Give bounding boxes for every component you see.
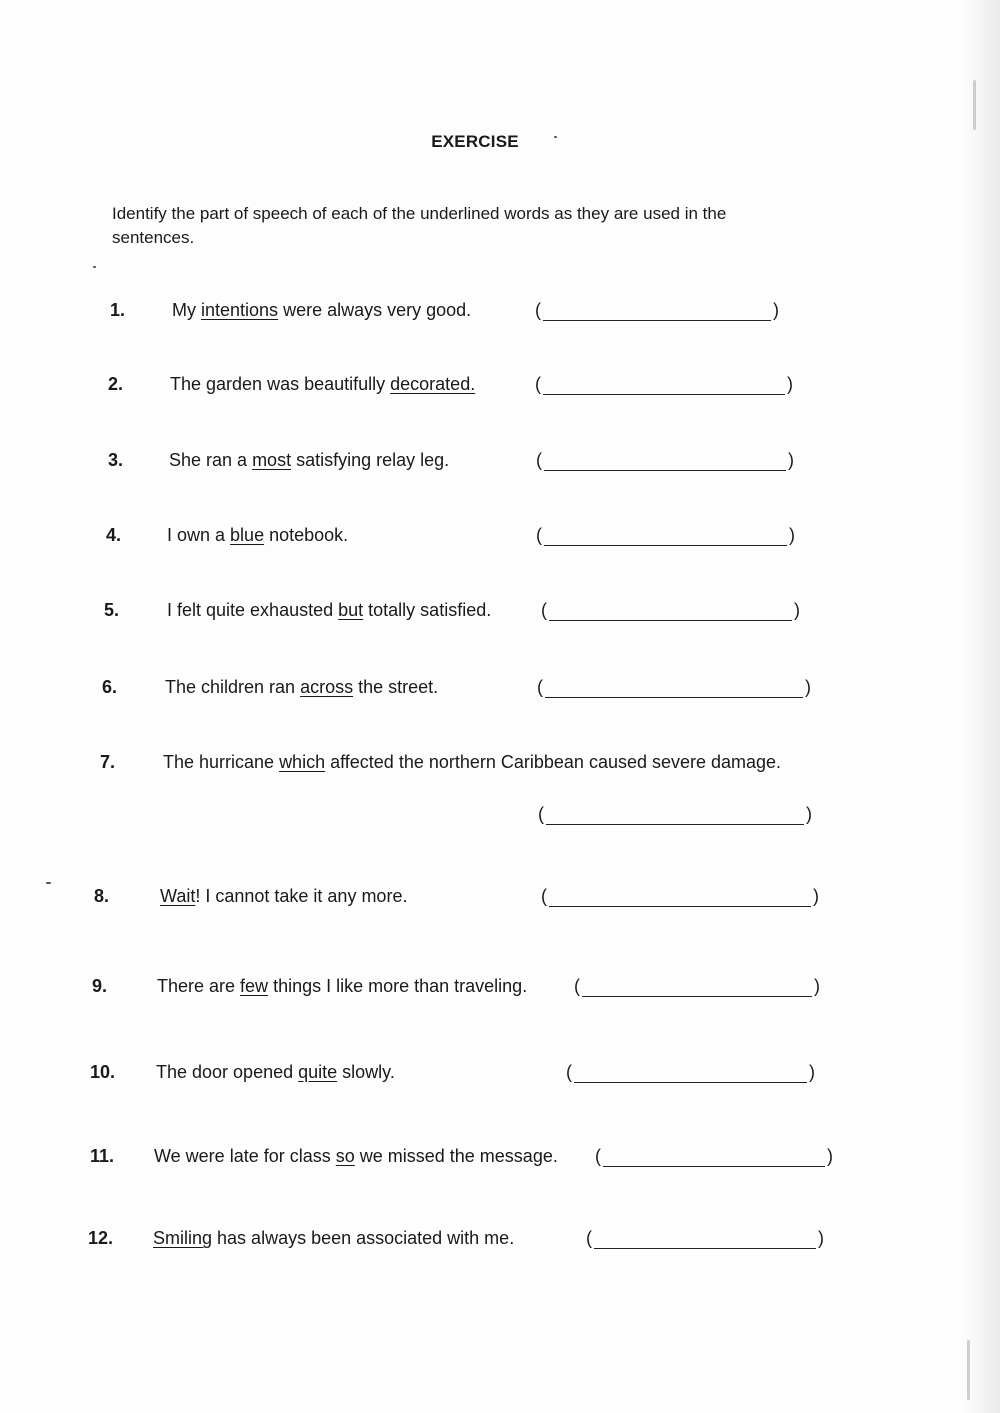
question-number: 11. [90, 1146, 115, 1166]
scan-edge-shadow [962, 0, 1000, 1413]
answer-field[interactable]: ( ) [595, 1146, 833, 1166]
question-sentence: I own a blue notebook. [167, 525, 349, 545]
scan-mark [973, 80, 976, 130]
answer-blank[interactable] [549, 888, 811, 907]
question-number: 6. [102, 677, 118, 697]
answer-blank[interactable] [549, 602, 792, 621]
speck [93, 266, 96, 268]
question-sentence: We were late for class so we missed the message. [154, 1146, 558, 1166]
answer-field[interactable]: ( ) [538, 804, 812, 824]
answer-blank[interactable] [543, 302, 771, 321]
answer-blank[interactable] [544, 452, 786, 471]
question-number: 9. [92, 976, 108, 996]
question-sentence: The hurricane which affected the northern Caribbean caused severe damage. [163, 752, 782, 772]
answer-field[interactable]: ( ) [535, 300, 779, 320]
question-sentence: The door opened quite slowly. [156, 1062, 395, 1082]
underlined-word: so [335, 1146, 355, 1166]
question-7 [100, 752, 830, 832]
answer-field[interactable]: ( ) [537, 677, 811, 697]
answer-blank[interactable] [594, 1230, 816, 1249]
answer-blank[interactable] [545, 679, 803, 698]
answer-blank[interactable] [544, 527, 787, 546]
question-number: 1. [110, 300, 126, 320]
underlined-word: decorated. [390, 374, 476, 394]
answer-field[interactable]: ( ) [535, 374, 793, 394]
question-number: 8. [94, 886, 110, 906]
question-number: 5. [104, 600, 120, 620]
answer-field[interactable]: ( ) [536, 450, 794, 470]
question-number: 3. [108, 450, 124, 470]
answer-blank[interactable] [603, 1148, 825, 1167]
answer-field[interactable]: ( ) [586, 1228, 824, 1248]
question-number: 10. [90, 1062, 116, 1082]
question-sentence: The children ran across the street. [165, 677, 439, 697]
question-number: 7. [100, 752, 116, 772]
scan-mark [967, 1340, 970, 1400]
underlined-word: quite [298, 1062, 338, 1082]
question-sentence: Smiling has always been associated with me. [153, 1228, 515, 1248]
underlined-word: most [252, 450, 292, 470]
underlined-word: intentions [201, 300, 279, 320]
question-number: 2. [108, 374, 124, 394]
underlined-word: which [279, 752, 326, 772]
underlined-word: Smiling [153, 1228, 213, 1248]
answer-blank[interactable] [582, 978, 812, 997]
question-sentence: The garden was beautifully decorated. [170, 374, 476, 394]
question-sentence: Wait! I cannot take it any more. [160, 886, 408, 906]
answer-field[interactable]: ( ) [566, 1062, 815, 1082]
question-sentence: My intentions were always very good. [172, 300, 472, 320]
underlined-word: few [240, 976, 269, 996]
page-title: EXERCISE [431, 132, 519, 151]
question-sentence: There are few things I like more than traveling. [157, 976, 528, 996]
question-sentence: I felt quite exhausted but totally satisfied. [167, 600, 492, 620]
underlined-word: across [300, 677, 354, 697]
question-number: 12. [88, 1228, 114, 1248]
answer-field[interactable]: ( ) [541, 886, 819, 906]
question-sentence: She ran a most satisfying relay leg. [169, 450, 450, 470]
speck [46, 882, 51, 884]
answer-blank[interactable] [543, 376, 785, 395]
answer-field[interactable]: ( ) [536, 525, 795, 545]
instructions-text: Identify the part of speech of each of the underlined words as they are used in the sentences. [112, 204, 727, 247]
answer-blank[interactable] [546, 806, 804, 825]
underlined-word: Wait [160, 886, 196, 906]
question-number: 4. [106, 525, 122, 545]
underlined-word: blue [230, 525, 265, 545]
underlined-word: but [338, 600, 364, 620]
answer-field[interactable]: ( ) [541, 600, 800, 620]
answer-blank[interactable] [574, 1064, 807, 1083]
answer-field[interactable]: ( ) [574, 976, 820, 996]
